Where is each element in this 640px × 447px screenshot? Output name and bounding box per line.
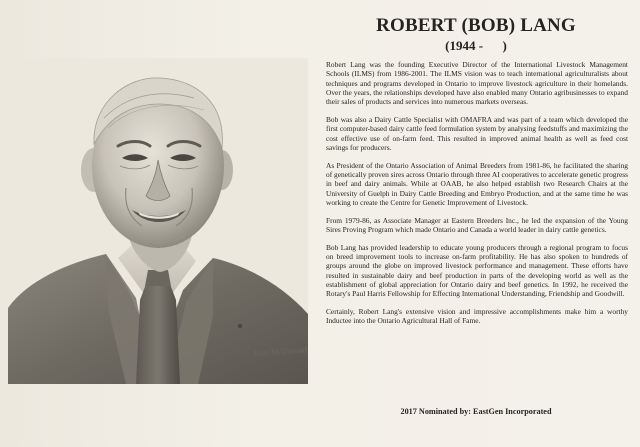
nomination-footer: 2017 Nominated by: EastGen Incorporated: [400, 407, 552, 416]
bio-paragraph: Robert Lang was the founding Executive Director of the International Livestock Management Schools (ILMS) from 1986-2001. The ILMS vision was to teach international agriculturalists about techniques and programs developed in Ontario to improve livestock agriculture in their homelands. Over the years, the relationships developed have also enabled many Ontario agribusinesses to expand their sales of products and services into numerous markets overseas.: [326, 60, 628, 107]
page-title: ROBERT (BOB) LANG: [376, 15, 576, 36]
portrait-drawing-icon: [8, 58, 308, 384]
bio-paragraph: Certainly, Robert Lang's extensive vision and impressive accomplishments make him a worthy Inductee into the Ontario Agricultural Hall of Fame.: [326, 307, 628, 326]
artist-signature: Nan McDonald: [253, 346, 308, 358]
bio-paragraph: Bob Lang has provided leadership to educate young producers through a regional program to focus on breed improvement tools to increase on-farm profitability. He has also spoken to hundreds of groups around the globe on improved livestock performance and management. These efforts have resulted in sustainable dairy and beef production in parts of the developing world as well as the establishment of global appreciation for Ontario dairy and beef genetics. In 1992, he received the Rotary's Paul Harris Fellowship for Effecting International Understanding, Friendship and Goodwill.: [326, 242, 628, 299]
lifespan-years: (1944 - ): [445, 38, 507, 53]
bio-paragraph: Bob was also a Dairy Cattle Specialist with OMAFRA and was part of a team which developed the first computer-based dairy cattle feed formulation system by analysing feedstuffs and maximizing the cost effective use of on-farm feed. This resulted in improved animal health as well as feed cost savings for producers.: [326, 114, 628, 152]
portrait-drawing: [8, 58, 308, 384]
bio-paragraph: As President of the Ontario Association of Animal Breeders from 1981-86, he facilitated the sharing of genetically proven sires across Ontario through three AI cooperatives to accelerate genetic progress in beef and dairy animals. While at OAAB, he also helped establish two Research Chairs at the University of Guelph in Dairy Cattle Breeding and Embryo Production, and at the same time he was working to create the Centre for Genetic Improvement of Livestock.: [326, 160, 628, 207]
biography: [326, 60, 628, 334]
bio-paragraph: From 1979-86, as Associate Manager at Eastern Breeders Inc., he led the expansion of the Young Sires Proving Program which made Ontario and Canada a world leader in dairy cattle genetics.: [326, 215, 628, 234]
